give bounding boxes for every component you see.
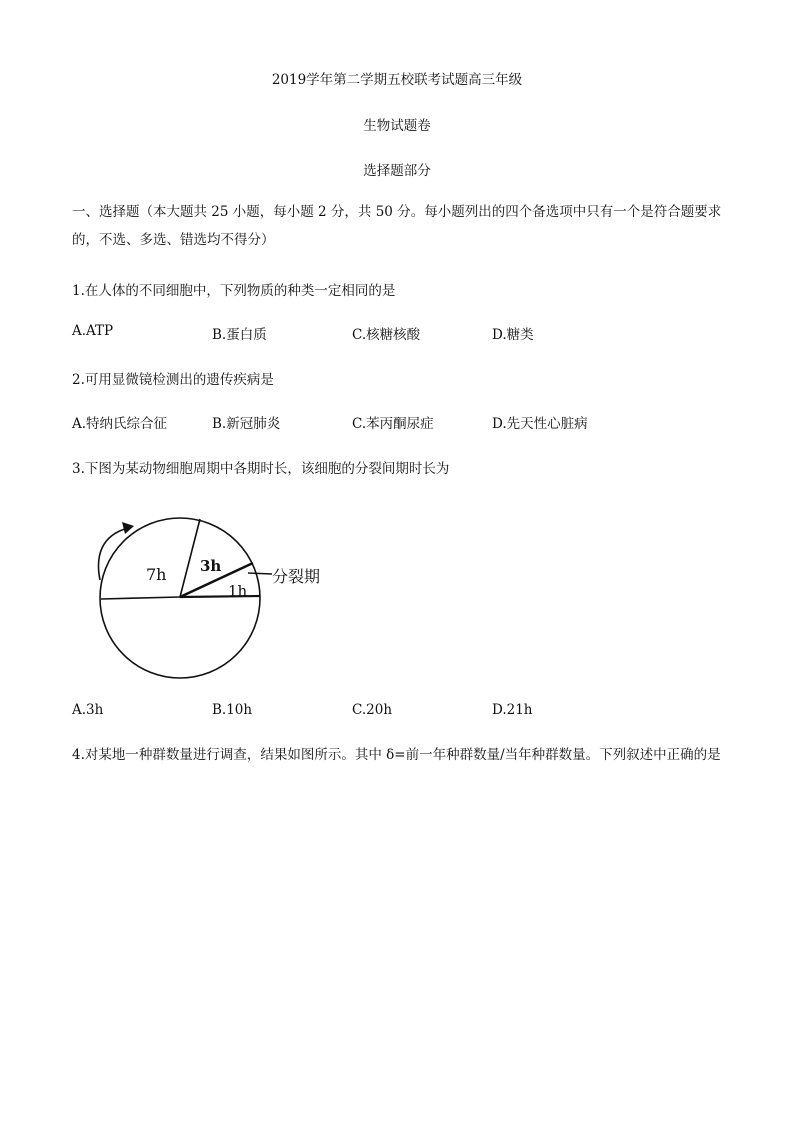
question-2-stem: 2.可用显微镜检测出的遗传疾病是 — [72, 372, 274, 388]
label-phase: 分裂期 — [272, 567, 321, 586]
question-1-option-d: D.糖类 — [492, 327, 534, 343]
question-1-stem: 1.在人体的不同细胞中，下列物质的种类一定相同的是 — [72, 283, 396, 299]
question-3-option-a: A.3h — [72, 702, 104, 718]
question-3-option-c: C.20h — [352, 702, 393, 718]
cell-cycle-diagram — [90, 510, 350, 685]
part-title: 选择题部分 — [363, 163, 431, 179]
question-3-option-d: D.21h — [492, 702, 533, 718]
question-2-option-c: C.苯丙酮尿症 — [352, 416, 434, 432]
label-7h: 7h — [146, 565, 167, 584]
cell-cycle-figure — [90, 510, 350, 685]
question-1-option-a: A.ATP — [72, 323, 114, 339]
arrowhead-icon — [122, 522, 134, 534]
label-1h: 1h — [228, 582, 248, 600]
exam-title: 2019学年第二学期五校联考试题高三年级 — [271, 72, 523, 88]
question-1-option-b: B.蛋白质 — [212, 327, 267, 343]
radius-left — [101, 597, 180, 599]
question-3-option-b: B.10h — [212, 702, 253, 718]
question-2-option-a: A.特纳氏综合征 — [72, 416, 168, 432]
question-4-stem: 4.对某地一种群数量进行调查，结果如图所示。其中 δ=前一年种群数量/当年种群数量。下列叙述中正确的是 — [72, 747, 721, 763]
question-2-option-b: B.新冠肺炎 — [212, 416, 281, 432]
subject-title: 生物试题卷 — [363, 118, 431, 134]
radius-right — [180, 596, 260, 597]
radius-top — [180, 519, 200, 597]
label-3h: 3h — [200, 557, 222, 575]
section-instructions: 一、选择题（本大题共 25 小题，每小题 2 分，共 50 分。每小题列出的四个备选项中只有一个是符合题要求的，不选、多选、错选均不得分） — [72, 204, 722, 248]
question-3-stem: 3.下图为某动物细胞周期中各期时长，该细胞的分裂间期时长为 — [72, 461, 450, 477]
phase-leader — [248, 573, 272, 574]
question-2-option-d: D.先天性心脏病 — [492, 416, 588, 432]
question-1-option-c: C.核糖核酸 — [352, 327, 421, 343]
